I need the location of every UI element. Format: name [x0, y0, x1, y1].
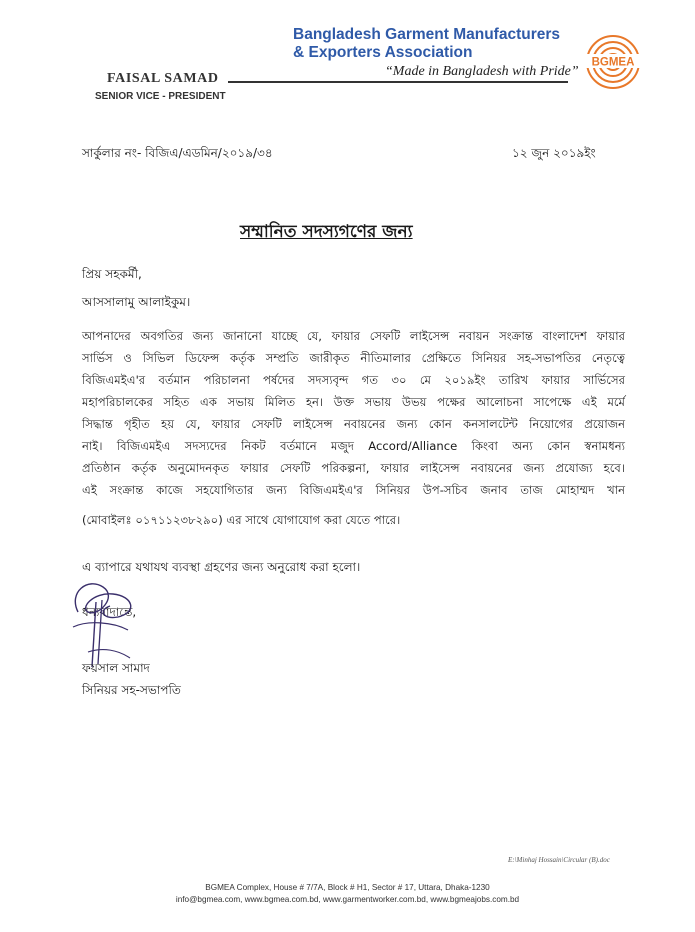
- circular-number: সার্কুলার নং- বিজিএ/এডমিন/২০১৯/৩৪: [82, 146, 273, 160]
- bgmea-logo: [582, 32, 644, 92]
- org-tagline: “Made in Bangladesh with Pride”: [385, 64, 579, 79]
- person-name: FAISAL SAMAD: [107, 71, 219, 86]
- letter-heading: সম্মানিত সদস্যগণের জন্য: [240, 222, 413, 242]
- logo-text: BGMEA: [591, 56, 635, 69]
- header-rule: [228, 81, 568, 83]
- org-name-line1: Bangladesh Garment Manufacturers: [293, 26, 561, 43]
- person-title: SENIOR VICE - PRESIDENT: [95, 91, 226, 102]
- body-line: প্রতিষ্ঠান কর্তৃক অনুমোদনকৃত ফায়ার সেফটি পরিকল্পনা, ফায়ার লাইসেন্স নবায়নের জন্য প্রযোজ্য হবে।: [82, 461, 625, 475]
- body-line: সার্ভিস ও সিভিল ডিফেন্স কর্তৃক সম্প্রতি জারীকৃত নীতিমালার প্রেক্ষিতে সিনিয়র সহ-সভাপতির নেতৃত্বে: [82, 351, 625, 365]
- file-path: E:\Minhaj Hossain\Circular (B).doc: [508, 856, 610, 864]
- body-line: আপনাদের অবগতির জন্য জানানো যাচ্ছে যে, ফায়ার সেফটি লাইসেন্স নবায়ন সংক্রান্ত বাংলাদেশ ফায়ার: [82, 329, 625, 343]
- body-line: সিদ্ধান্ত গৃহীত হয় যে, ফায়ার সেফটি লাইসেন্স নবায়নের জন্য কোন কনসালটেন্ট নিয়োগের প্রয়োজন: [82, 417, 625, 431]
- signatory-title: সিনিয়র সহ-সভাপতি: [82, 683, 181, 697]
- body-line: (মোবাইলঃ ০১৭১১২৩৮২৯০) এর সাথে যোগাযোগ করা যেতে পারে।: [82, 513, 401, 527]
- signatory-name: ফয়সাল সামাদ: [82, 661, 150, 675]
- org-name-line2: & Exporters Association: [293, 44, 473, 61]
- footer-contacts: info@bgmea.com, www.bgmea.com.bd, www.garmentworker.com.bd, www.bgmeajobs.com.bd: [175, 895, 520, 904]
- body-line: নাই। বিজিএমইএ সদস্যদের নিকট বর্তমানে মজুদ Accord/Alliance কিংবা অন্য কোন স্বনামধন্য: [82, 439, 625, 453]
- bgmea-logo-icon: [582, 32, 644, 92]
- request-line: এ ব্যাপারে যথাযথ ব্যবস্থা গ্রহণের জন্য অনুরোধ করা হলো।: [82, 560, 361, 574]
- greeting: আসসালামু আলাইকুম।: [82, 295, 191, 309]
- body-line: মহাপরিচালকের সহিত এক সভায় মিলিত হন। উক্ত সভায় উভয় পক্ষের আলোচনা সাপেক্ষে এই মর্মে: [82, 395, 625, 409]
- body-line: এই সংক্রান্ত কাজে সহযোগিতার জন্য বিজিএমইএ'র সিনিয়র উপ-সচিব জনাব তাজ মোহাম্মদ খান: [82, 483, 625, 497]
- closing: ধন্যবাদান্তে,: [82, 605, 137, 619]
- body-line: বিজিএমইএ'র বর্তমান পরিচালনা পর্ষদের সদস্যবৃন্দ গত ৩০ মে ২০১৯ইং তারিখ ফায়ার সার্ভিসের: [82, 373, 625, 387]
- salutation: প্রিয় সহকর্মী,: [82, 267, 142, 281]
- circular-date: ১২ জুন ২০১৯ইং: [512, 146, 596, 160]
- footer-address: BGMEA Complex, House # 7/7A, Block # H1, Sector # 17, Uttara, Dhaka-1230: [205, 883, 490, 892]
